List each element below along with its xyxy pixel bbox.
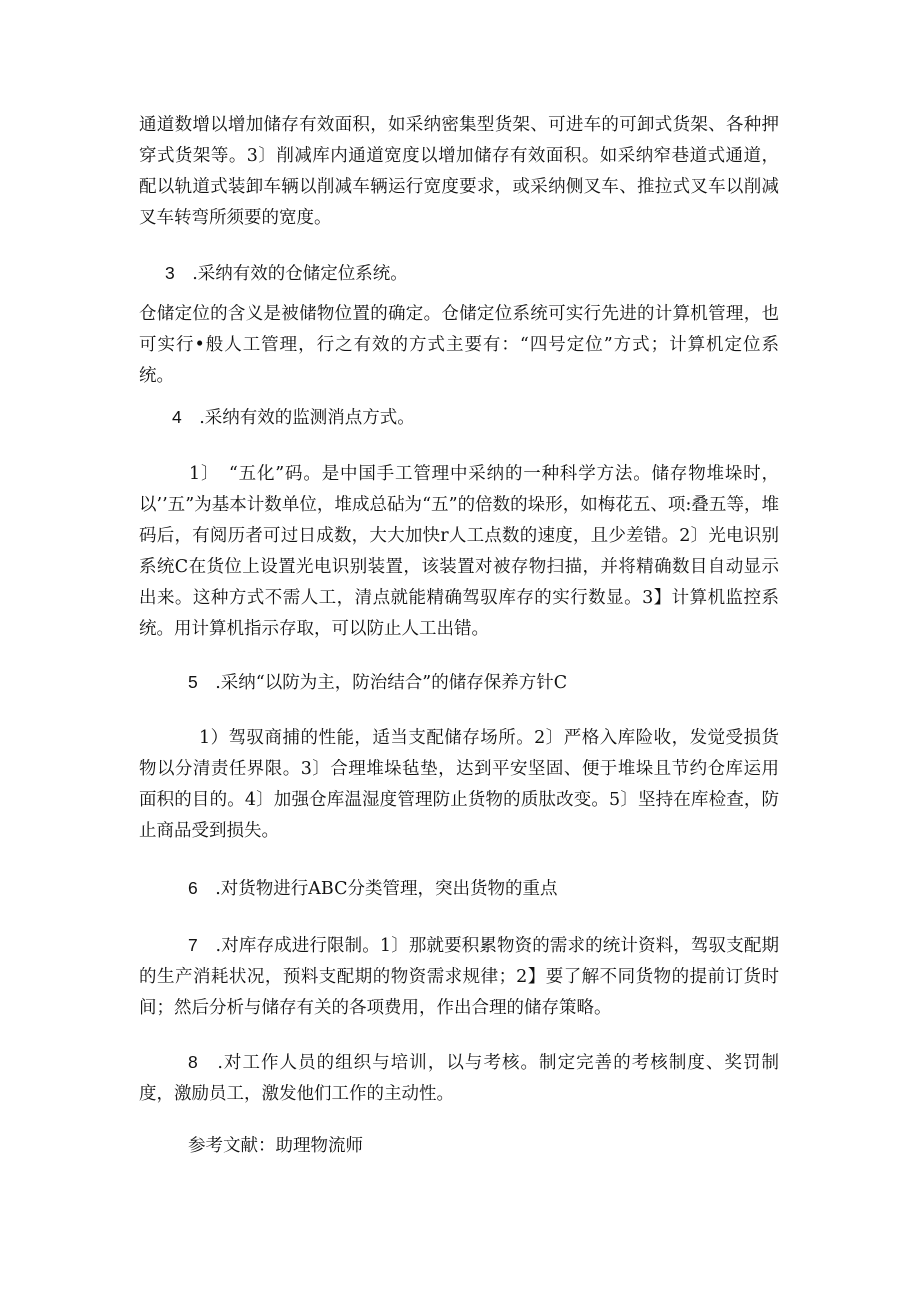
section-7-number: 7 — [188, 935, 198, 955]
section-4-body: 1〕 “五化”码。是中国手工管理中采纳的一种科学方法。储存物堆垛时，以’’五”为基本计数单位，堆成总砧为“五”的倍数的垛形，如梅花五、项:叠五等，堆码后，有阅历者可过日成数，大大加快r人工点数的速度，且少差错。2〕光电识别系统C在货位上设置光电识别装置，该装置对被存物扫描，并将精确数目自动显示出来。这种方式不需人工，清点就能精确驾驭库存的实行数显。3】计算机监控系统。用计算机指示存取，可以防止人工出错。 — [139, 464, 779, 639]
section-4-heading — [172, 402, 415, 434]
section-4-title: .采纳有效的监测消点方式。 — [199, 408, 415, 428]
section-6-heading — [188, 873, 558, 905]
section-3-number: 3 — [165, 263, 175, 283]
section-8-number: 8 — [188, 1052, 198, 1072]
references-line: 参考文献：助理物流师 — [188, 1136, 363, 1156]
section-5-body: 1）驾驭商捕的性能，适当支配储存场所。2〕严格入库险收，发觉受损货物以分清责任界限。3〕合理堆垛毡垫，达到平安坚固、便于堆垛且节约仓库运用面积的目的。4〕加强仓库温湿度管理防止货物的质肽改变。5〕坚持在库检查，防止商品受到损失。 — [139, 728, 779, 841]
section-3-heading — [165, 258, 408, 290]
section-5-number: 5 — [188, 672, 198, 692]
intro-paragraph: 通道数增以增加储存有效面积，如采纳密集型货架、可进车的可卸式货架、各种押穿式货架等。3〕削减库内通道宽度以增加储存有效面积。如采纳窄巷道式通道，配以轨道式装卸车辆以削减车辆运行宽度要求，或采纳侧叉车、推拉式叉车以削减叉车转弯所须要的宽度。 — [139, 115, 779, 228]
section-3-body: 仓储定位的含义是被储物位置的确定。仓储定位系统可实行先进的计算机管理，也可实行•般人工管理，行之有效的方式主要有：“四号定位”方式；计算机定位系统。 — [139, 304, 779, 386]
section-8-body — [139, 1047, 779, 1110]
section-4-number: 4 — [172, 407, 182, 427]
section-6-number: 6 — [188, 878, 198, 898]
section-5-title: .采纳“以防为主，防治结合”的储存保养方针C — [215, 673, 568, 693]
section-5-heading — [188, 667, 567, 699]
section-3-title: .采纳有效的仓储定位系统。 — [192, 264, 408, 284]
section-8-text: .对工作人员的组织与培训，以与考核。制定完善的考核制度、奖罚制度，激励员工，激发他们工作的主动性。 — [139, 1053, 780, 1104]
section-7-text: .对库存成进行限制。1〕那就要积累物资的需求的统计资料，驾驭支配期的生产消耗状况，预料支配期的物资需求规律；2】要了解不同货物的提前订货时间；然后分析与储存有关的各项费用，作出合理的储存策略。 — [139, 936, 780, 1018]
section-7-body — [139, 930, 779, 1024]
section-6-title: .对货物进行ABC分类管理，突出货物的重点 — [215, 879, 558, 899]
